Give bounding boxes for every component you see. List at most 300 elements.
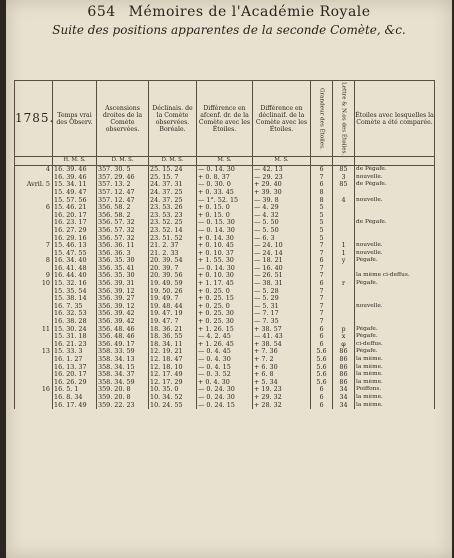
date-cell: 7 [15,242,53,250]
table-row [15,326,435,334]
diff-ascension-cell: — 0. 4. 30 [197,356,253,364]
diff-ascension-cell: — 0. 14. 30 [197,227,253,235]
grandeur-cell: 6 [311,341,333,349]
etoile-cell: Pégafe. [355,280,435,288]
page-number: 654 [87,4,116,20]
lettre-cell: φ [333,341,355,349]
unit-cell [333,157,355,166]
temps-header: Temps vrai des Observ. [53,81,97,157]
declinaison-cell: 18. 36. 21 [149,326,197,334]
etoile-cell: Pégafe. [355,257,435,265]
etoile-cell: Pégafe. [355,348,435,356]
etoile-cell: la même. [355,356,435,364]
time-cell: 16. 13. 37 [53,364,97,372]
diff-ascension-cell: — 0. 24. 30 [197,394,253,402]
grandeur-cell: 6 [311,181,333,189]
diff-ascension-header: Différence en afcenf. dr. de la Comète avec les Étoiles. [197,81,253,157]
date-cell [15,356,53,364]
lettre-cell [333,272,355,280]
table-row [15,235,435,243]
lettre-cell [333,265,355,273]
table-row [15,219,435,227]
declinaison-cell: 10. 34. 52 [149,394,197,402]
grandeur-cell: 6 [311,326,333,334]
diff-ascension-cell: — 0. 4. 15 [197,364,253,372]
time-cell: 15. 35. 54 [53,288,97,296]
etoile-cell: nouvelle. [355,242,435,250]
ascension-cell: 358. 34. 37 [97,371,149,379]
declinaison-cell: 10. 35. 0 [149,386,197,394]
ascension-cell: 356. 36. 11 [97,242,149,250]
diff-ascension-cell: + 0. 25. 15 [197,295,253,303]
unit-cell: M. S. [253,157,311,166]
diff-ascension-cell: + 0. 10. 37 [197,250,253,258]
time-cell: 15. 30. 24 [53,326,97,334]
ascension-cell: 356. 57. 32 [97,227,149,235]
etoile-cell: ci-deffus. [355,341,435,349]
time-cell: 16. 20. 17 [53,371,97,379]
declinaison-cell: 23. 53. 23 [149,212,197,220]
table-body [15,157,435,410]
etoile-cell: la même ci-deffus. [355,272,435,280]
etoile-cell [355,204,435,212]
running-header [6,4,452,20]
table-row [15,257,435,265]
table-row [15,371,435,379]
grandeur-cell: 6 [311,333,333,341]
lettre-cell [333,295,355,303]
diff-declinaison-cell: — 6. 3 [253,235,311,243]
lettre-cell [333,235,355,243]
etoile-cell: nouvelle. [355,174,435,182]
time-cell: 16. 39. 46 [53,174,97,182]
grandeur-cell: 5 [311,204,333,212]
lettre-cell: 86 [333,371,355,379]
table-row [15,288,435,296]
etoile-cell: nouvelle. [355,250,435,258]
table-row [15,379,435,387]
diff-ascension-cell: + 0. 25. 0 [197,288,253,296]
declinaison-cell: 19. 49. 7 [149,295,197,303]
diff-ascension-cell: — 4. 2. 45 [197,333,253,341]
grandeur-cell: 7 [311,318,333,326]
diff-declinaison-cell: + 5. 34 [253,379,311,387]
diff-ascension-cell: — 0. 24. 15 [197,402,253,410]
grandeur-cell: 7 [311,265,333,273]
declinaison-cell: 24. 37. 31 [149,181,197,189]
date-cell: 6 [15,204,53,212]
diff-ascension-cell: + 0. 25. 0 [197,303,253,311]
unit-cell: M. S. [197,157,253,166]
date-cell [15,310,53,318]
time-cell: 15. 57. 56 [53,197,97,205]
lettre-cell: 1 [333,250,355,258]
date-cell [15,394,53,402]
ascension-cell: 356. 58. 2 [97,212,149,220]
date-cell [15,371,53,379]
date-cell [15,197,53,205]
grandeur-cell: 6 [311,402,333,410]
diff-declinaison-cell: — 24. 14 [253,250,311,258]
ascension-cell: 356. 39. 12 [97,288,149,296]
diff-declinaison-cell: — 7. 17 [253,310,311,318]
table-row [15,197,435,205]
etoile-cell: nouvelle. [355,197,435,205]
book-page [6,0,452,558]
table-row [15,265,435,273]
date-cell [15,303,53,311]
etoile-cell: de Pégafe. [355,219,435,227]
ascension-cell: 358. 33. 59 [97,348,149,356]
time-cell: 16. 27. 29 [53,227,97,235]
declinaison-cell: 24. 37. 25 [149,197,197,205]
ascension-cell: 359. 22. 23 [97,402,149,410]
observations-table [14,80,435,409]
grandeur-header: Grandeur des Étoiles. [311,81,333,157]
diff-declinaison-cell: — 41. 43 [253,333,311,341]
date-cell [15,341,53,349]
lettre-cell: x [333,333,355,341]
lettre-cell: 1 [333,242,355,250]
date-cell [15,250,53,258]
ascension-cell: 359. 20. 8 [97,394,149,402]
diff-declinaison-cell: + 7. 36 [253,348,311,356]
diff-declinaison-cell: + 28. 32 [253,402,311,410]
grandeur-cell: 5.6 [311,371,333,379]
declinaison-cell: 19. 50. 26 [149,288,197,296]
lettre-cell: 86 [333,348,355,356]
grandeur-cell: 7 [311,288,333,296]
declinaison-cell: 23. 52. 14 [149,227,197,235]
diff-ascension-cell: — 0. 15. 30 [197,219,253,227]
time-cell: 16. 34. 40 [53,257,97,265]
diff-declinaison-cell: — 5. 31 [253,303,311,311]
diff-ascension-cell: + 0. 25. 30 [197,318,253,326]
time-cell: 15. 32. 16 [53,280,97,288]
declinaison-cell: 23. 53. 26 [149,204,197,212]
table-row [15,181,435,189]
diff-declinaison-cell: — 26. 51 [253,272,311,280]
lettre-cell [333,219,355,227]
diff-declinaison-cell: — 5. 50 [253,219,311,227]
table-row [15,227,435,235]
declinaison-cell: 25. 15. 7 [149,174,197,182]
diff-declinaison-cell: — 18. 21 [253,257,311,265]
time-cell: 16. 5. 1 [53,386,97,394]
declinaison-cell: 12. 17. 29 [149,379,197,387]
diff-ascension-cell: + 0. 10. 45 [197,242,253,250]
date-cell: 13 [15,348,53,356]
diff-declinaison-cell: — 24. 10 [253,242,311,250]
grandeur-cell: 5 [311,235,333,243]
grandeur-cell: 8 [311,197,333,205]
date-cell: Avril. 5 [15,181,53,189]
ascension-cell: 356. 57. 32 [97,235,149,243]
page-title: Mémoires de l'Académie Royale [128,4,371,20]
diff-ascension-cell: + 1. 26. 45 [197,341,253,349]
date-cell: 10 [15,280,53,288]
diff-declinaison-cell: — 4. 32 [253,212,311,220]
etoile-cell [355,227,435,235]
declinaison-cell: 19. 47. 7 [149,318,197,326]
table-row [15,295,435,303]
declinaison-cell: 12. 18. 47 [149,356,197,364]
grandeur-cell: 6 [311,257,333,265]
date-cell: 11 [15,326,53,334]
declinaison-cell: 25. 15. 24 [149,166,197,174]
date-cell [15,288,53,296]
unit-cell [15,157,53,166]
diff-ascension-cell: + 0. 33. 45 [197,189,253,197]
table-row [15,280,435,288]
table-row [15,364,435,372]
diff-declinaison-cell: + 19. 23 [253,386,311,394]
table-header-row [15,81,435,157]
etoile-cell [355,189,435,197]
diff-ascension-cell: + 1. 17. 45 [197,280,253,288]
diff-ascension-cell: + 0. 25. 30 [197,310,253,318]
lettre-cell [333,303,355,311]
etoile-cell: Poiffons. [355,386,435,394]
date-cell [15,333,53,341]
lettre-cell: y [333,257,355,265]
grandeur-cell: 8 [311,189,333,197]
grandeur-cell: 5 [311,212,333,220]
diff-declinaison-cell: + 6. 8 [253,371,311,379]
table-row [15,212,435,220]
time-cell: 16. 1. 27 [53,356,97,364]
time-cell: 16. 44. 40 [53,272,97,280]
date-cell [15,235,53,243]
grandeur-cell: 5 [311,219,333,227]
ascension-cell: 359. 20. 8 [97,386,149,394]
ascension-cell: 356. 48. 46 [97,326,149,334]
declinaison-cell: 12. 19. 21 [149,348,197,356]
time-cell: 16. 8. 34 [53,394,97,402]
table-row [15,333,435,341]
unit-cell: H. M. S. [53,157,97,166]
etoile-cell: nouvelle. [355,303,435,311]
ascension-cell: 357. 12. 47 [97,197,149,205]
grandeur-cell: 7 [311,174,333,182]
table-row [15,386,435,394]
time-cell: 15. 46. 21 [53,204,97,212]
etoile-cell: la même. [355,371,435,379]
time-cell: 15. 33. 3 [53,348,97,356]
diff-declinaison-cell: — 5. 29 [253,295,311,303]
etoile-cell [355,265,435,273]
declinaison-cell: 12. 17. 49 [149,371,197,379]
time-cell: 15. 49. 47 [53,189,97,197]
diff-declinaison-cell: — 39. 8 [253,197,311,205]
lettre-cell [333,288,355,296]
table-row [15,242,435,250]
lettre-cell: r [333,280,355,288]
date-cell [15,318,53,326]
unit-cell [355,157,435,166]
lettre-cell: 34 [333,394,355,402]
table-row [15,204,435,212]
ascension-cell: 356. 58. 2 [97,204,149,212]
units-row [15,157,435,166]
declinaison-cell: 12. 18. 10 [149,364,197,372]
lettre-header: Lettre & N.os des Étoiles. [333,81,355,157]
diff-ascension-cell: + 0. 10. 30 [197,272,253,280]
time-cell: 16. 23. 17 [53,219,97,227]
etoile-cell: de Pégafe. [355,181,435,189]
etoile-cell: la même. [355,364,435,372]
etoile-cell [355,318,435,326]
date-cell [15,379,53,387]
date-cell [15,295,53,303]
ascension-cell: 357. 13. 2 [97,181,149,189]
declinaison-cell: 19. 48. 44 [149,303,197,311]
grandeur-cell: 5 [311,227,333,235]
diff-ascension-cell: — 0. 4. 45 [197,348,253,356]
date-cell [15,227,53,235]
date-cell [15,212,53,220]
grandeur-cell: 5.6 [311,364,333,372]
table-row [15,250,435,258]
declinaison-cell: 21. 2. 33 [149,250,197,258]
lettre-cell: 34 [333,386,355,394]
date-cell: 9 [15,272,53,280]
diff-ascension-cell: — 0. 24. 30 [197,386,253,394]
date-cell [15,402,53,410]
diff-declinaison-header: Différence en déclinaif. de la Comète avec les Étoiles. [253,81,311,157]
etoile-cell: la même. [355,402,435,410]
ascension-cell: 358. 34. 59 [97,379,149,387]
ascensions-header: Ascensions droites de la Comète observées. [97,81,149,157]
date-cell [15,265,53,273]
date-cell [15,174,53,182]
unit-cell: D. M. S. [97,157,149,166]
ascension-cell: 356. 48. 46 [97,333,149,341]
diff-ascension-cell: + 0. 4. 30 [197,379,253,387]
grandeur-cell: 6 [311,394,333,402]
diff-declinaison-cell: — 42. 13 [253,166,311,174]
ascension-cell: 356. 35. 30 [97,272,149,280]
diff-declinaison-cell: + 6. 30 [253,364,311,372]
declinaison-cell: 20. 39. 56 [149,272,197,280]
declinaison-cell: 20. 39. 54 [149,257,197,265]
diff-declinaison-cell: — 7. 35 [253,318,311,326]
declinaison-cell: 19. 49. 59 [149,280,197,288]
diff-declinaison-cell: + 39. 30 [253,189,311,197]
ascension-cell: 356. 39. 12 [97,303,149,311]
diff-declinaison-cell: + 38. 54 [253,341,311,349]
diff-ascension-cell: — 0. 14. 30 [197,166,253,174]
date-cell: 8 [15,257,53,265]
ascension-cell: 356. 49. 17 [97,341,149,349]
lettre-cell [333,204,355,212]
etoile-cell [355,288,435,296]
etoile-cell [355,212,435,220]
diff-ascension-cell: + 0. 15. 0 [197,212,253,220]
time-cell: 16. 32. 53 [53,310,97,318]
table-row [15,394,435,402]
time-cell: 15. 38. 14 [53,295,97,303]
time-cell: 15. 47. 55 [53,250,97,258]
etoile-cell [355,310,435,318]
declinaison-cell: 18. 34. 11 [149,341,197,349]
lettre-cell: 4 [333,197,355,205]
declinaison-cell: 24. 37. 25 [149,189,197,197]
diff-ascension-cell: — 1°. 52. 15 [197,197,253,205]
grandeur-cell: 6 [311,386,333,394]
diff-ascension-cell: + 0. 8. 37 [197,174,253,182]
diff-declinaison-cell: + 29. 40 [253,181,311,189]
time-cell: 15. 34. 11 [53,181,97,189]
diff-declinaison-cell: — 5. 28 [253,288,311,296]
lettre-cell: 3 [333,174,355,182]
diff-declinaison-cell: + 7. 2 [253,356,311,364]
diff-declinaison-cell: + 38. 57 [253,326,311,334]
lettre-cell: 34 [333,402,355,410]
diff-ascension-cell: + 0. 14. 30 [197,235,253,243]
diff-ascension-cell: — 0. 14. 30 [197,265,253,273]
lettre-cell [333,318,355,326]
time-cell: 16. 26. 29 [53,379,97,387]
table-row [15,303,435,311]
ascension-cell: 356. 57. 32 [97,219,149,227]
etoile-cell [355,235,435,243]
declinaison-cell: 21. 2. 37 [149,242,197,250]
ascension-cell: 356. 39. 42 [97,318,149,326]
unit-cell [311,157,333,166]
ascension-cell: 358. 34. 13 [97,356,149,364]
lettre-cell: 86 [333,379,355,387]
grandeur-cell: 5.6 [311,348,333,356]
etoile-cell: la même. [355,394,435,402]
diff-declinaison-cell: — 38. 31 [253,280,311,288]
diff-declinaison-cell: — 29. 23 [253,174,311,182]
grandeur-cell: 7 [311,295,333,303]
diff-ascension-cell: + 1. 26. 15 [197,326,253,334]
page-subtitle: Suite des positions apparentes de la seconde Comète, &c. [52,23,406,37]
etoile-cell: Pégafe. [355,333,435,341]
declinaison-cell: 10. 24. 55 [149,402,197,410]
declinaison-cell: 20. 39. 7 [149,265,197,273]
declinaison-cell: 23. 51. 52 [149,235,197,243]
time-cell: 16. 20. 17 [53,212,97,220]
grandeur-cell: 6 [311,280,333,288]
lettre-cell [333,212,355,220]
time-cell: 16. 21. 23 [53,341,97,349]
diff-declinaison-cell: — 4. 29 [253,204,311,212]
ascension-cell: 356. 35. 41 [97,265,149,273]
diff-declinaison-cell: + 29. 32 [253,394,311,402]
table-row [15,341,435,349]
declinaison-cell: 19. 47. 19 [149,310,197,318]
declinaison-cell: 18. 36. 55 [149,333,197,341]
unit-cell: D. M. S. [149,157,197,166]
etoile-cell: la même. [355,379,435,387]
ascension-cell: 357. 12. 47 [97,189,149,197]
lettre-cell [333,189,355,197]
etoile-cell [355,295,435,303]
table-row [15,402,435,410]
ascension-cell: 358. 34. 15 [97,364,149,372]
lettre-cell: 86 [333,356,355,364]
time-cell: 15. 46. 13 [53,242,97,250]
time-cell: 16. 39. 46 [53,166,97,174]
table-row [15,272,435,280]
year-header: 1785. [15,81,53,157]
table-row [15,189,435,197]
diff-ascension-cell: + 1. 55. 30 [197,257,253,265]
grandeur-cell: 7 [311,303,333,311]
